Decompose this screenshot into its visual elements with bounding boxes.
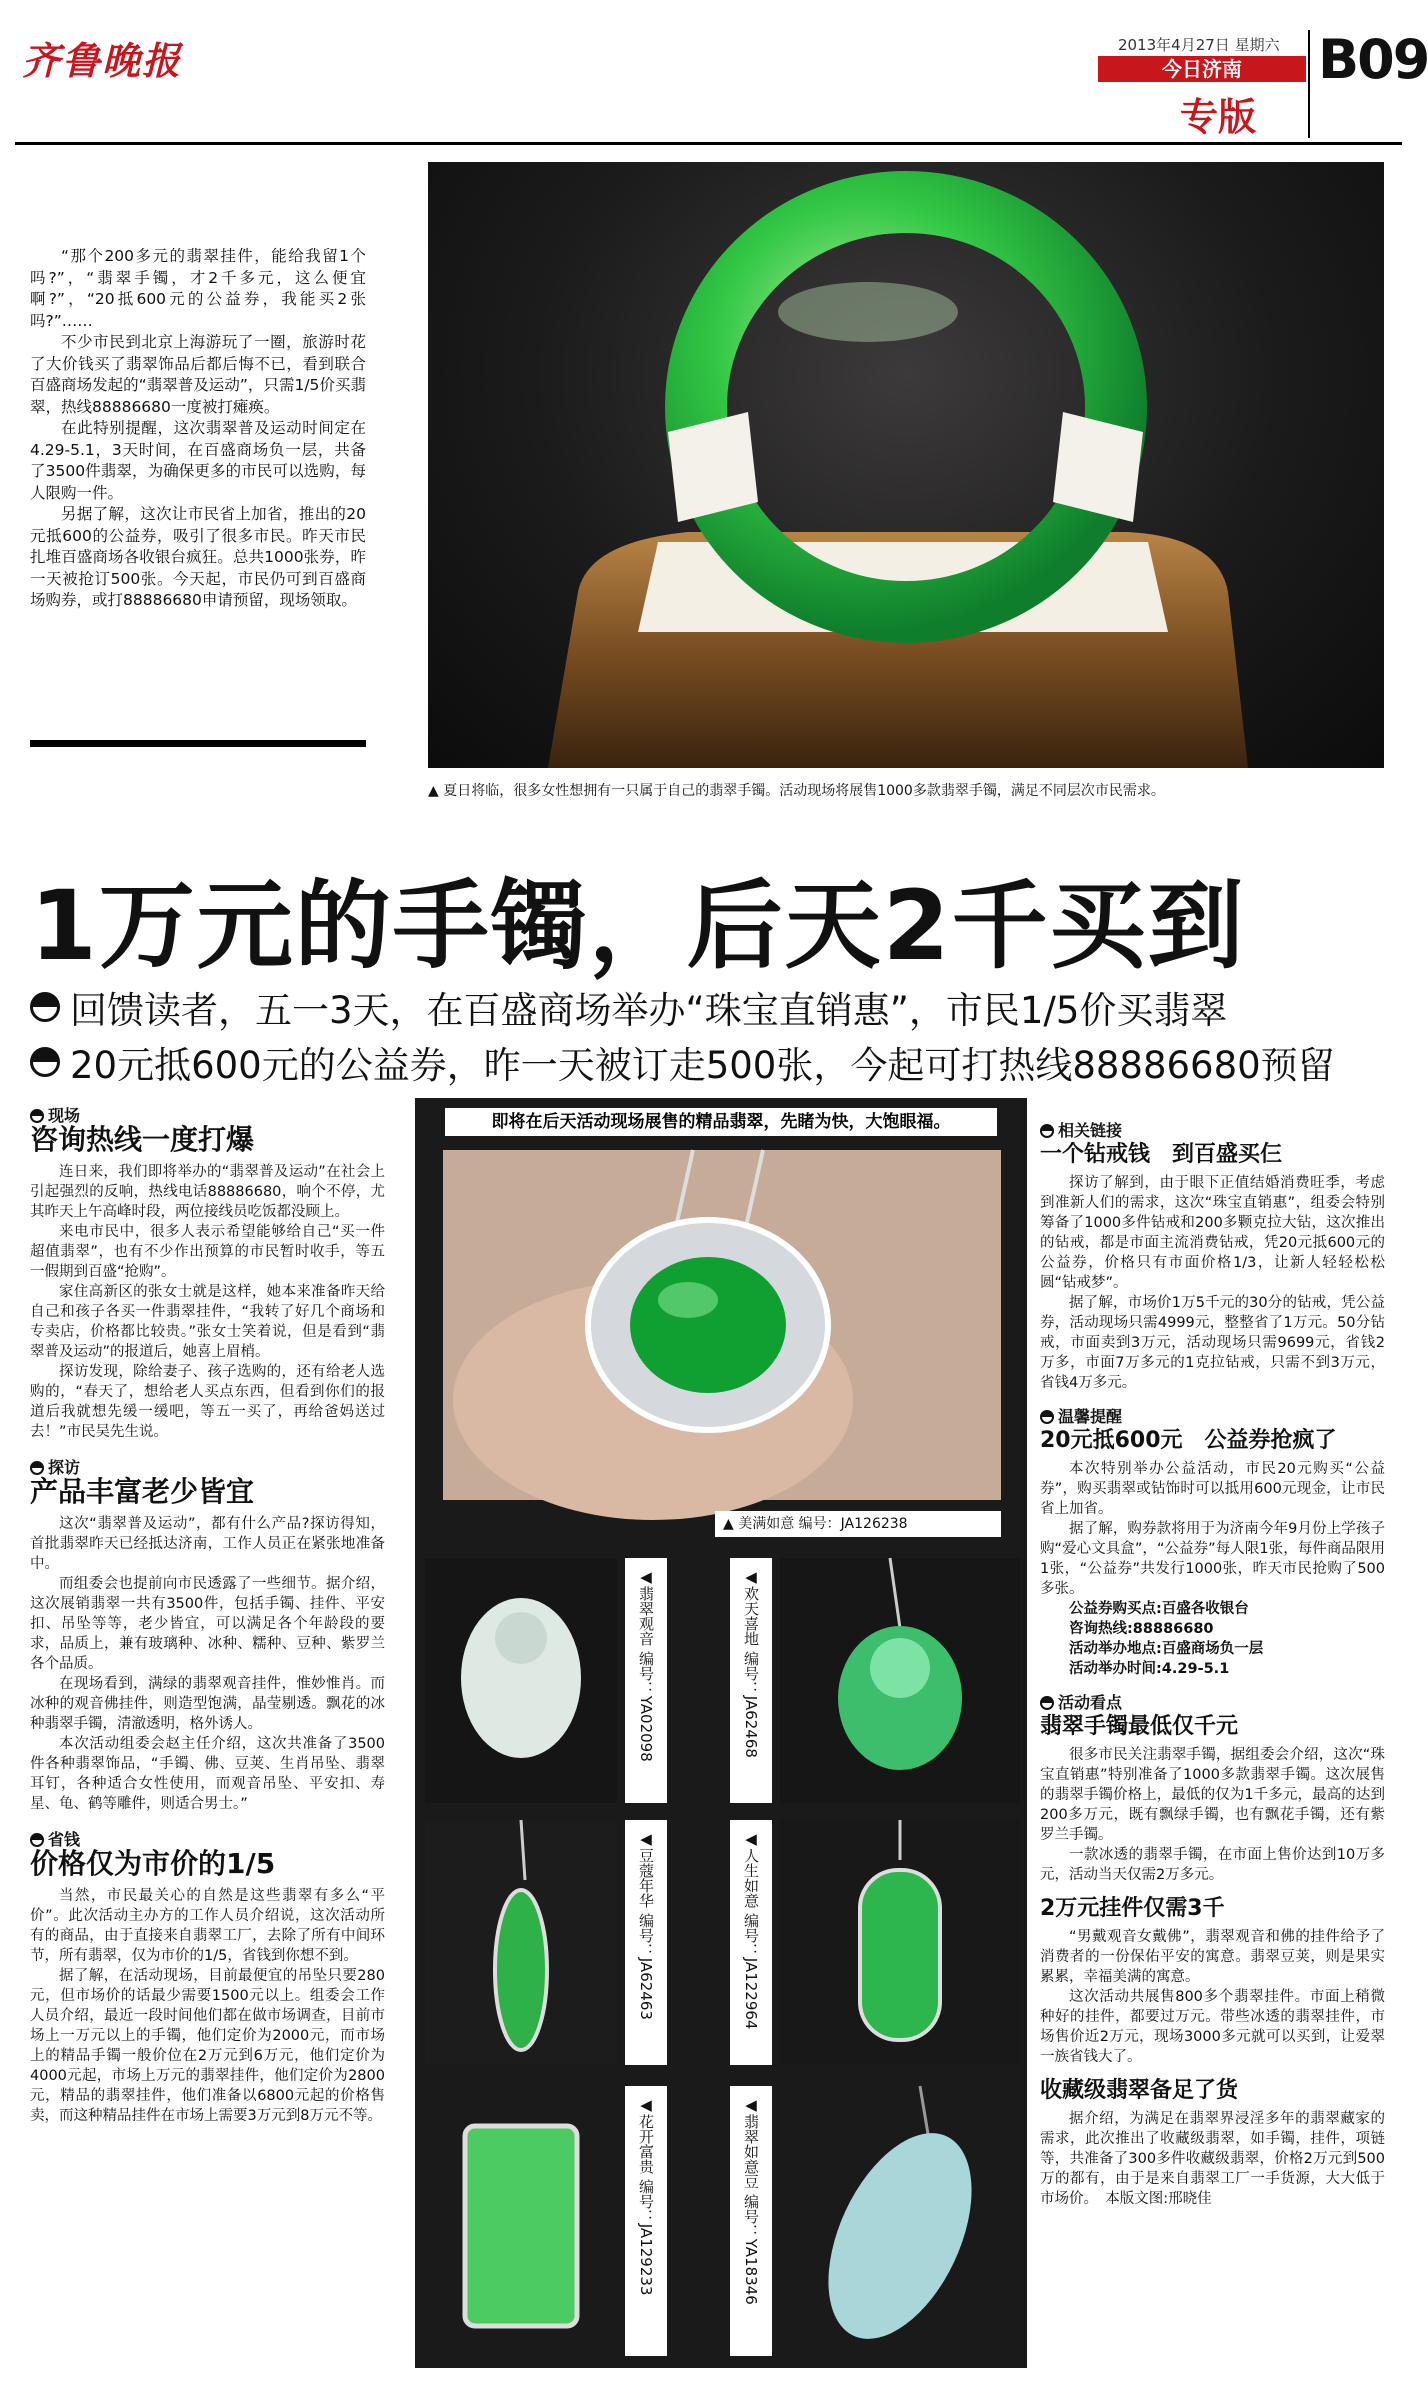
deck-line	[30, 1035, 1335, 1089]
section-title: 翡翠手镯最低仅千元	[1040, 1714, 1239, 1739]
left-column	[30, 1100, 385, 2126]
paragraph: 据介绍，为满足在翡翠界浸淫多年的翡翠藏家的需求，此次推出了收藏级翡翠，如手镯，挂件，项链等，共准备了300多件收藏级翡翠，价格2万元到500万的都有，由于是来自翡翠工厂一手货源，大大低于市场价。 本版文图:邢晓佳	[1040, 2111, 1385, 2207]
paragraph: 在现场看到，满绿的翡翠观音挂件，惟妙惟肖。而冰种的观音佛挂件，则造型饱满，晶莹剔透。飘花的冰种翡翠手镯，清澈透明，格外诱人。	[30, 1676, 385, 1732]
kicker-label: 活动看点	[1058, 1693, 1123, 1712]
intro-paragraph: “那个200多元的翡翠挂件，能给我留1个吗?”，“翡翠手镯，才2千多元，这么便宜啊?”，“20抵600元的公益券，我能买2张吗?”……	[30, 247, 366, 330]
jade-item-label: ◀豆蔻年华 编号：JA62463	[625, 1820, 667, 2065]
jade-item-photo	[780, 2086, 1020, 2356]
jade-item-photo	[425, 2086, 617, 2356]
paragraph: 这次活动共展售800多个翡翠挂件。市面上稍微种好的挂件，都要过万元。带些冰透的翡翠挂件，市场售价近2万元，现场3000多元就可以买到，让爱翠一族省钱大了。	[1040, 1989, 1385, 2065]
page-number: B09	[1318, 28, 1428, 91]
gallery-title: 即将在后天活动现场展售的精品翡翠，先睹为快，大饱眼福。	[445, 1108, 997, 1136]
jade-item-label: ◀欢天喜地 编号：JA62468	[730, 1558, 772, 1803]
pendant-illustration	[443, 1150, 1001, 1500]
carved-pendant-illustration	[425, 2086, 617, 2356]
section-title: 咨询热线一度打爆	[30, 1123, 255, 1156]
ruyi-pendant-illustration	[780, 1820, 1020, 2065]
right-column	[1040, 1115, 1385, 2209]
jade-gallery	[415, 1098, 1027, 2368]
section-kicker	[1040, 1407, 1385, 1427]
deck-text: 20元抵600元的公益券，昨一天被订走500张，今起可打热线88886680预留	[70, 1044, 1335, 1087]
info-line: 活动举办时间:4.29-5.1	[1069, 1661, 1230, 1677]
pod-pendant-illustration	[425, 1820, 617, 2065]
deck-line	[30, 980, 1227, 1034]
paragraph: 来电市民中，很多人表示希望能够给自己“买一件超值翡翠”，也有不少作出预算的市民暂时收手，等五一假期到百盛“抢购”。	[30, 1224, 385, 1280]
kicker-label: 相关链接	[1058, 1121, 1123, 1140]
section-title: 产品丰富老少皆宜	[30, 1475, 255, 1508]
bullet-icon	[30, 1109, 44, 1123]
section-title: 一个钻戒钱 到百盛买仨	[1040, 1142, 1283, 1167]
deck-text: 回馈读者，五一3天，在百盛商场举办“珠宝直销惠”，市民1/5价买翡翠	[70, 989, 1228, 1032]
section-tag: 专版	[1180, 95, 1257, 139]
paragraph: 本次活动组委会赵主任介绍，这次共准备了3500件各种翡翠饰品，“手镯、佛、豆荚、生肖吊坠、翡翠耳钉，各种适合女性使用，而观音吊坠、平安扣、寿星、龟、鹤等雕件，则适合男士。”	[30, 1736, 385, 1812]
section-title: 收藏级翡翠备足了货	[1040, 2078, 1239, 2103]
paragraph: 这次“翡翠普及运动”，都有什么产品?探访得知，首批翡翠昨天已经抵达济南，工作人员正在紧张地准备中。	[30, 1516, 385, 1572]
jade-item-photo	[425, 1558, 617, 1803]
jade-item-photo	[425, 1820, 617, 2065]
guanyin-pendant-illustration	[425, 1558, 617, 1803]
bullet-icon	[1040, 1696, 1054, 1710]
bullet-icon	[30, 1833, 44, 1847]
paragraph: 本次特别举办公益活动，市民20元购买“公益券”，购买翡翠或钻饰时可以抵用600元现金，让市民省上加省。	[1040, 1461, 1385, 1517]
kicker-label: 探访	[48, 1458, 81, 1477]
bangle-illustration	[428, 162, 1384, 768]
masthead-divider	[1308, 30, 1310, 138]
bullet-icon	[30, 1047, 60, 1077]
info-line: 活动举办地点:百盛商场负一层	[1069, 1641, 1264, 1657]
headline: 1万元的手镯，后天2千买到	[30, 870, 1246, 982]
jade-item-label: ◀花开富贵 编号：JA129233	[625, 2086, 667, 2356]
newspaper-logo: 齐鲁晚报	[22, 38, 183, 83]
jade-item-photo	[780, 1820, 1020, 2065]
section-name: 今日济南	[1098, 56, 1306, 82]
intro-paragraph: 在此特别提醒，这次翡翠普及运动时间定在4.29-5.1，3天时间，在百盛商场负一层，共备了3500件翡翠，为确保更多的市民可以选购，每人限购一件。	[30, 419, 366, 502]
intro-paragraph: 不少市民到北京上海游玩了一圈，旅游时花了大价钱买了翡翠饰品后都后悔不已，看到联合百盛商场发起的“翡翠普及运动”，只需1/5价买翡翠，热线88886680一度被打瘫痪。	[30, 333, 366, 416]
paragraph: 据了解，在活动现场，目前最便宜的吊坠只要280元，但市场价的话最少需要1500元以上。组委会工作人员介绍，最近一段时间他们都在做市场调查，目前市场上一万元以上的手镯，他们定价为2000元，而市场上的精品手镯一般价位在2万元到6万元，他们定价为4000元起，市场上万元的翡翠挂件，他们定价为2800元，精品的翡翠挂件，他们准备以6800元起的价格售卖，而这种精品挂件在市场上需要3万元到8万元不等。	[30, 1968, 385, 2124]
paragraph: 一款冰透的翡翠手镯，在市面上售价达到10万多元，活动当天仅需2万多元。	[1040, 1847, 1385, 1883]
paragraph: 探访发现，除给妻子、孩子选购的，还有给老人选购的，“春天了，想给老人买点东西，但看到你们的报道后我就想先缓一缓吧，等五一买了，再给爸妈送过去！”市民吴先生说。	[30, 1364, 385, 1440]
kicker-label: 现场	[48, 1106, 81, 1125]
jade-bean-illustration	[780, 2086, 1020, 2356]
jade-item-photo	[780, 1558, 1020, 1803]
kicker-label: 省钱	[48, 1830, 81, 1849]
section-kicker	[1040, 1121, 1385, 1141]
jade-item-label: ◀人生如意 编号：JA122964	[730, 1820, 772, 2065]
intro-rule	[30, 740, 366, 747]
intro-text	[30, 246, 366, 612]
intro-paragraph: 另据了解，这次让市民省上加省，推出的20元抵600的公益券，吸引了很多市民。昨天市民扎堆百盛商场各收银台疯狂。总共1000张券，昨一天被抢订500张。今天起，市民仍可到百盛商场购券，或打88886680申请预留，现场领取。	[30, 505, 366, 609]
paragraph: 而组委会也提前向市民透露了一些细节。据介绍，这次展销翡翠一共有3500件，包括手镯、挂件、平安扣、吊坠等等，老少皆宜，可以满足各个年龄段的要求，品质上，兼有玻璃种、冰种、糯种、豆种、紫罗兰各个品质。	[30, 1576, 385, 1672]
bullet-icon	[30, 1461, 44, 1475]
section-title: 20元抵600元 公益券抢疯了	[1040, 1428, 1337, 1453]
paragraph: 探访了解到，由于眼下正值结婚消费旺季，考虑到准新人们的需求，这次“珠宝直销惠”，组委会特别筹备了1000多件钻戒和200多颗克拉大钻，这次推出的钻戒，都是市面主流消费钻戒，凭20元抵600元的公益券，价格只有市面价格1/3，让新人轻轻松松圆“钻戒梦”。	[1040, 1175, 1385, 1291]
paragraph: 很多市民关注翡翠手镯，据组委会介绍，这次“珠宝直销惠”特别准备了1000多款翡翠手镯。这次展售的翡翠手镯价格上，最低的仅为1千多元，最高的达到200多万元，既有飘绿手镯，也有飘花手镯，还有紫罗兰手镯。	[1040, 1747, 1385, 1843]
jade-item-label: ◀翡翠观音 编号：YA02098	[625, 1558, 667, 1803]
bullet-icon	[1040, 1124, 1054, 1138]
bullet-icon	[30, 992, 60, 1022]
buddha-pendant-illustration	[780, 1558, 1020, 1803]
photo-caption: ▲ 夏日将临，很多女性想拥有一只属于自己的翡翠手镯。活动现场将展售1000多款翡翠手镯，满足不同层次市民需求。	[428, 783, 1165, 799]
paragraph: 据了解，市场价1万5千元的30分的钻戒，凭公益券，活动现场只需4999元，整整省了1万元。50分钻戒，市面卖到3万元，活动现场只需9699元，省钱2万多，市面7万多元的1克拉钻戒，只需不到3万元，省钱4万多元。	[1040, 1295, 1385, 1391]
jade-item-label: ◀翡翠如意豆 编号：YA18346	[730, 2086, 772, 2356]
kicker-label: 温馨提醒	[1058, 1407, 1123, 1426]
paragraph: 连日来，我们即将举办的“翡翠普及运动”在社会上引起强烈的反响，热线电话88886680，响个不停，尤其昨天上午高峰时段，两位接线员吃饭都没顾上。	[30, 1164, 385, 1220]
info-line: 咨询热线:88886680	[1069, 1621, 1214, 1637]
pendant-photo	[443, 1150, 1001, 1500]
top-rule	[15, 142, 1402, 145]
issue-date: 2013年4月27日 星期六	[1118, 36, 1280, 54]
paragraph: 家住高新区的张女士就是这样，她本来准备昨天给自己和孩子各买一件翡翠挂件，“我转了好几个商场和专卖店，价格都比较贵。”张女士笑着说，但是看到“翡翠普及运动”的报道后，她喜上眉梢。	[30, 1284, 385, 1360]
paragraph: 当然，市民最关心的自然是这些翡翠有多么“平价”。此次活动主办方的工作人员介绍说，这次活动所有的商品，由于直接来自翡翠工厂，去除了所有中间环节，所有翡翠，仅为市价的1/5，省钱到你想不到。	[30, 1888, 385, 1964]
section-title: 2万元挂件仅需3千	[1040, 1896, 1225, 1921]
paragraph: 据了解，购券款将用于为济南今年9月份上学孩子购“爱心文具盒”，“公益券”每人限1张，每件商品限用1张，“公益券”共发行1000张，昨天市民抢购了500多张。	[1040, 1521, 1385, 1597]
bangle-photo	[428, 162, 1384, 768]
bullet-icon	[1040, 1410, 1054, 1424]
main-item-label: ▲ 美满如意 编号：JA126238	[715, 1511, 1001, 1537]
info-line: 公益券购买点:百盛各收银台	[1069, 1601, 1249, 1617]
section-kicker	[1040, 1693, 1385, 1713]
section-title: 价格仅为市价的1/5	[30, 1847, 276, 1880]
paragraph: “男戴观音女戴佛”，翡翠观音和佛的挂件给予了消费者的一份保佑平安的寓意。翡翠豆荚，则是果实累累，幸福美满的寓意。	[1040, 1929, 1385, 1985]
